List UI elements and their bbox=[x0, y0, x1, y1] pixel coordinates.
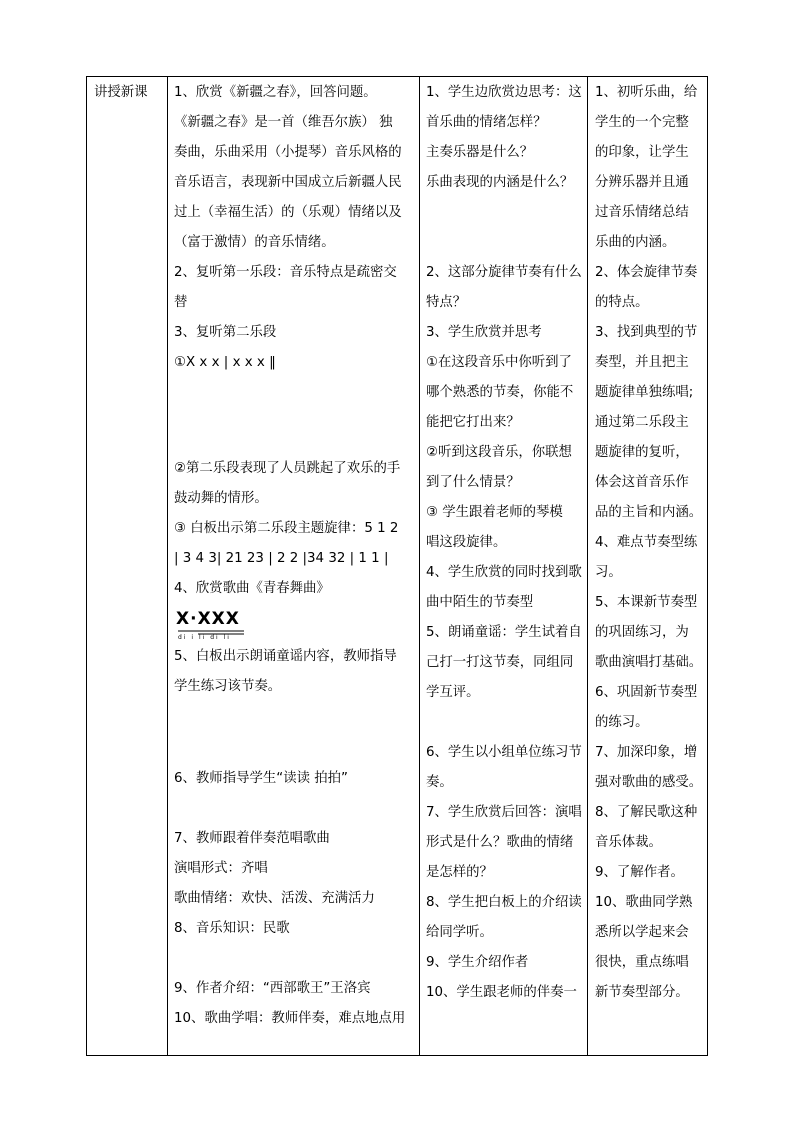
design-intent-line: 4、难点节奏型练 bbox=[595, 535, 698, 550]
design-intent-line: 的巩固练习，为 bbox=[595, 625, 689, 640]
design-intent-line: 音乐体裁。 bbox=[595, 835, 662, 850]
student-activity-line: 乐曲表现的内涵是什么？ bbox=[426, 175, 574, 190]
design-intent-line: 体会这首音乐作 bbox=[595, 475, 689, 490]
student-activity-line: 哪个熟悉的节奏，你能不 bbox=[426, 385, 574, 400]
design-intent-line: 2、体会旋律节奏 bbox=[595, 265, 698, 280]
design-intent-line: 学生的一个完整 bbox=[595, 115, 689, 130]
design-intent-line: 悉所以学起来会 bbox=[595, 925, 689, 940]
teacher-activity-line: 鼓动舞的情形。 bbox=[174, 491, 268, 506]
student-activity-line: 主奏乐器是什么？ bbox=[426, 145, 534, 160]
student-activity-line: 唱这段旋律。 bbox=[426, 535, 507, 550]
design-intent-line: 6、巩固新节奏型 bbox=[595, 685, 698, 700]
design-intent-line: 乐曲的内涵。 bbox=[595, 235, 676, 250]
student-activity-line: 是怎样的？ bbox=[426, 865, 493, 880]
design-intent-line: 题旋律单独练唱; bbox=[595, 385, 694, 400]
student-activity-line: 5、朗诵童谣：学生试着自 bbox=[426, 625, 582, 640]
student-activity-line: 学互评。 bbox=[426, 685, 480, 700]
teacher-activity-line: 《新疆之春》是一首（维吾尔族） 独 bbox=[174, 115, 393, 130]
teacher-activity-line: 音乐语言，表现新中国成立后新疆人民 bbox=[174, 175, 402, 190]
design-intent-line: 3、找到典型的节 bbox=[595, 325, 698, 340]
student-activity-line: 曲中陌生的节奏型 bbox=[426, 595, 534, 610]
student-activity-line: 1、学生边欣赏边思考：这 bbox=[426, 85, 582, 100]
student-activity-line: 给同学听。 bbox=[426, 925, 493, 940]
student-activity-line: 6、学生以小组单位练习节 bbox=[426, 745, 582, 760]
student-activity-line: ③ 学生跟着老师的琴模 bbox=[426, 505, 563, 520]
table-row bbox=[87, 77, 708, 1056]
student-activity-line: 能把它打出来？ bbox=[426, 415, 520, 430]
design-intent-line: 奏型，并且把主 bbox=[595, 355, 689, 370]
design-intent-line: 通过第二乐段主 bbox=[595, 415, 689, 430]
design-intent-line: 的印象，让学生 bbox=[595, 145, 689, 160]
teacher-activity-line: 6、教师指导学生“读读 拍拍” bbox=[174, 771, 348, 786]
design-intent-line: 歌曲演唱打基础。 bbox=[595, 655, 703, 670]
student-activity-line: 首乐曲的情绪怎样？ bbox=[426, 115, 547, 130]
teacher-activity-line: 奏曲，乐曲采用（小提琴）音乐风格的 bbox=[174, 145, 402, 160]
design-intent-line: 1、初听乐曲，给 bbox=[595, 85, 698, 100]
design-intent-line: 新节奏型部分。 bbox=[595, 985, 689, 1000]
student-activity-line: 10、学生跟老师的伴奏一 bbox=[426, 985, 577, 1000]
rhythm-syllables: di i li di li bbox=[178, 634, 231, 641]
design-intent-cell bbox=[588, 77, 708, 1056]
teacher-activity-line: 3、复听第二乐段 bbox=[174, 325, 277, 340]
student-activity-line: 特点？ bbox=[426, 295, 467, 310]
teacher-activity-line: ①X x x | x x x ‖ bbox=[174, 355, 276, 370]
student-activity-line: 9、学生介绍作者 bbox=[426, 955, 529, 970]
teacher-activity-line: 演唱形式：齐唱 bbox=[174, 861, 268, 876]
design-intent-line: 习。 bbox=[595, 565, 622, 580]
lesson-plan-table bbox=[86, 76, 708, 1056]
teacher-activity-line: 4、欣赏歌曲《青春舞曲》 bbox=[174, 581, 330, 596]
teacher-activity-line: 1、欣赏《新疆之春》，回答问题。 bbox=[174, 85, 377, 100]
student-activity-cell bbox=[420, 77, 588, 1056]
design-intent-line: 5、本课新节奏型 bbox=[595, 595, 698, 610]
student-activity-line: 2、这部分旋律节奏有什么 bbox=[426, 265, 582, 280]
student-activity-line: 3、学生欣赏并思考 bbox=[426, 325, 542, 340]
teacher-activity-line: 学生练习该节奏。 bbox=[174, 679, 282, 694]
student-activity-line: ②听到这段音乐，你联想 bbox=[426, 445, 572, 460]
student-activity-line: ①在这段音乐中你听到了 bbox=[426, 355, 572, 370]
design-intent-line: 8、了解民歌这种 bbox=[595, 805, 698, 820]
design-intent-line: 品的主旨和内涵。 bbox=[595, 505, 703, 520]
teacher-activity-line: 歌曲情绪：欢快、活泼、充满活力 bbox=[174, 891, 375, 906]
teacher-activity-line: ③ 白板出示第二乐段主题旋律：5 1 2 bbox=[174, 521, 399, 536]
teacher-activity-line: （富于激情）的音乐情绪。 bbox=[174, 235, 335, 250]
design-intent-line: 的练习。 bbox=[595, 715, 649, 730]
teacher-activity-line: 7、教师跟着伴奏范唱歌曲 bbox=[174, 831, 330, 846]
student-activity-line: 己打一打这节奏，同组同 bbox=[426, 655, 574, 670]
design-intent-line: 9、了解作者。 bbox=[595, 865, 684, 880]
design-intent-line: 7、加深印象，增 bbox=[595, 745, 698, 760]
section-label: 讲授新课 bbox=[94, 85, 148, 100]
teacher-activity-line: ②第二乐段表现了人员跳起了欢乐的手 bbox=[174, 461, 401, 476]
student-activity-line: 8、学生把白板上的介绍读 bbox=[426, 895, 582, 910]
design-intent-line: 很快，重点练唱 bbox=[595, 955, 689, 970]
teacher-activity-line: 2、复听第一乐段：音乐特点是疏密交 bbox=[174, 265, 397, 280]
teacher-activity-line: 10、歌曲学唱：教师伴奏，难点地点用 bbox=[174, 1011, 406, 1026]
design-intent-line: 过音乐情绪总结 bbox=[595, 205, 689, 220]
student-activity-line: 7、学生欣赏后回答：演唱 bbox=[426, 805, 582, 820]
student-activity-line: 奏。 bbox=[426, 775, 453, 790]
student-activity-line: 到了什么情景？ bbox=[426, 475, 520, 490]
teacher-activity-line: 替 bbox=[174, 295, 188, 310]
teacher-activity-line: 9、作者介绍：“西部歌王”王洛宾 bbox=[174, 981, 371, 996]
design-intent-line: 分辨乐器并且通 bbox=[595, 175, 689, 190]
teacher-activity-line: 过上（幸福生活）的（乐观）情绪以及 bbox=[174, 205, 402, 220]
design-intent-line: 强对歌曲的感受。 bbox=[595, 775, 703, 790]
design-intent-line: 的特点。 bbox=[595, 295, 649, 310]
teacher-activity-cell bbox=[168, 77, 420, 1056]
design-intent-line: 题旋律的复听， bbox=[595, 445, 689, 460]
teacher-activity-line: 8、音乐知识：民歌 bbox=[174, 921, 290, 936]
design-intent-line: 10、歌曲同学熟 bbox=[595, 895, 693, 910]
rhythm-figure bbox=[174, 609, 254, 641]
student-activity-line: 形式是什么？歌曲的情绪 bbox=[426, 835, 574, 850]
teacher-activity-line: | 3 4 3| 21 23 | 2 2 |34 32 | 1 1 | bbox=[174, 551, 389, 566]
student-activity-line: 4、学生欣赏的同时找到歌 bbox=[426, 565, 582, 580]
rhythm-notes: X·XXX bbox=[176, 609, 240, 629]
section-cell bbox=[87, 77, 168, 1056]
teacher-activity-line: 5、白板出示朗诵童谣内容，教师指导 bbox=[174, 649, 397, 664]
